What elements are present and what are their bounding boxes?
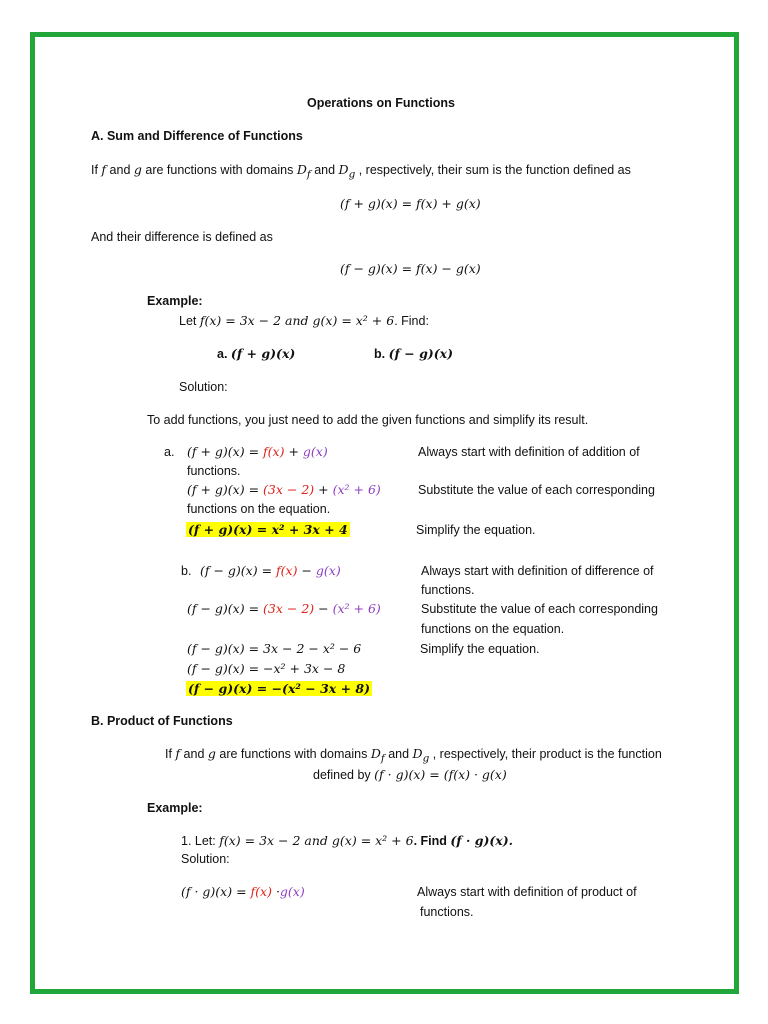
- fx-term: f(x): [263, 444, 285, 459]
- gx-term: g(x): [315, 563, 341, 578]
- find-expression: (f · g)(x).: [450, 833, 514, 848]
- page-title: Operations on Functions: [307, 96, 455, 110]
- solution-label: Solution:: [179, 380, 228, 394]
- difference-definition: (f − g)(x) = f(x) − g(x): [340, 261, 481, 276]
- highlighted-answer: (f + g)(x) = x² + 3x + 4: [188, 522, 348, 537]
- step-a2-cont: functions on the equation.: [187, 502, 331, 516]
- step-b2-equation: (f − g)(x) = (3x − 2) − (x² + 6): [187, 601, 381, 616]
- step-b1-note: Always start with definition of difference of: [421, 564, 654, 578]
- fx-term: f(x): [250, 884, 272, 899]
- step-b2-cont: functions on the equation.: [421, 622, 565, 636]
- step-b3-equation: (f − g)(x) = 3x − 2 − x² − 6: [187, 641, 362, 656]
- example-part-a: [217, 346, 295, 362]
- domain-f-symbol: $D_f$: [370, 746, 385, 765]
- section-a-heading: A. Sum and Difference of Functions: [91, 129, 303, 143]
- step-b1-cont: functions.: [421, 583, 475, 597]
- domain-g-symbol: $D_g$: [338, 162, 356, 181]
- step-p1-equation: (f · g)(x) = f(x) ·g(x): [181, 884, 305, 899]
- step-a1-note: Always start with definition of addition of: [418, 445, 640, 459]
- step-a3-note: Simplify the equation.: [416, 523, 536, 537]
- step-a3-equation: [186, 522, 350, 538]
- product-formula: (f · g)(x) = (f(x) · g(x): [374, 767, 507, 782]
- intro-text: and: [310, 163, 339, 177]
- gx-term: g(x): [302, 444, 328, 459]
- let-label: Let: [179, 314, 200, 328]
- fx-term: f(x): [276, 563, 298, 578]
- find-label: . Find: [413, 834, 451, 848]
- find-label: . Find:: [394, 314, 429, 328]
- intro-text: are functions with domains: [141, 163, 297, 177]
- step-a1-equation: (f + g)(x) = f(x) + g(x): [187, 444, 328, 459]
- g-substituted: (x² + 6): [332, 601, 381, 616]
- g-symbol: g: [207, 746, 216, 761]
- domain-g-symbol: $D_g$: [412, 746, 430, 765]
- section-b-intro: If f and g are functions with domains $D_f$ and $D_g$ , respectively, their product is the function: [165, 746, 662, 765]
- g-substituted: (x² + 6): [332, 482, 381, 497]
- g-symbol: g: [133, 162, 142, 177]
- f-symbol: f: [175, 746, 181, 761]
- step-a-marker: a.: [164, 445, 175, 459]
- step-b4-equation: (f − g)(x) = −x² + 3x − 8: [187, 661, 346, 676]
- f-substituted: (3x − 2): [263, 601, 315, 616]
- given-functions: f(x) = 3x − 2 and g(x) = x² + 6: [219, 833, 414, 848]
- section-a-intro: [91, 162, 631, 183]
- step-b2-note: Substitute the value of each corresponding: [421, 602, 658, 616]
- example-b-item: 1. Let: f(x) = 3x − 2 and g(x) = x² + 6. Find (f · g)(x).: [181, 833, 514, 848]
- example-part-b: [374, 346, 453, 362]
- section-b-heading: B. Product of Functions: [91, 714, 233, 728]
- intro-text: If: [91, 163, 102, 177]
- step-b1-equation: (f − g)(x) = f(x) − g(x): [200, 563, 341, 578]
- step-a2-equation: (f + g)(x) = (3x − 2) + (x² + 6): [187, 482, 381, 497]
- f-substituted: (3x − 2): [263, 482, 315, 497]
- step-b3-note: Simplify the equation.: [420, 642, 540, 656]
- highlighted-answer: (f − g)(x) = −(x² − 3x + 8): [188, 681, 371, 696]
- domain-f-symbol: $D_f$: [296, 162, 311, 181]
- step-b5-equation: [186, 681, 372, 697]
- solution-label-b: Solution:: [181, 852, 230, 866]
- example-label-b: Example:: [147, 801, 203, 815]
- step-p1-note: Always start with definition of product of: [417, 885, 637, 899]
- f-symbol: f: [101, 162, 107, 177]
- gx-term: g(x): [279, 884, 305, 899]
- step-a1-cont: functions.: [187, 464, 241, 478]
- part-a-expression: (f + g)(x): [230, 346, 296, 361]
- example-label: Example:: [147, 294, 203, 308]
- product-definition: defined by (f · g)(x) = (f(x) · g(x): [313, 767, 507, 782]
- difference-intro: And their difference is defined as: [91, 230, 273, 244]
- intro-text: , respectively, their sum is the function defined as: [355, 163, 631, 177]
- step-b-marker: b.: [181, 564, 192, 578]
- given-functions: f(x) = 3x − 2 and g(x) = x² + 6: [199, 313, 395, 328]
- example-given: [179, 313, 429, 329]
- part-a-label: a.: [217, 347, 231, 361]
- step-a2-note: Substitute the value of each corresponding: [418, 483, 655, 497]
- part-b-label: b.: [374, 347, 389, 361]
- sum-definition: (f + g)(x) = f(x) + g(x): [340, 196, 481, 211]
- add-functions-note: To add functions, you just need to add the given functions and simplify its result.: [147, 413, 589, 427]
- intro-text: and: [106, 163, 134, 177]
- step-p1-cont: functions.: [420, 905, 474, 919]
- part-b-expression: (f − g)(x): [388, 346, 453, 361]
